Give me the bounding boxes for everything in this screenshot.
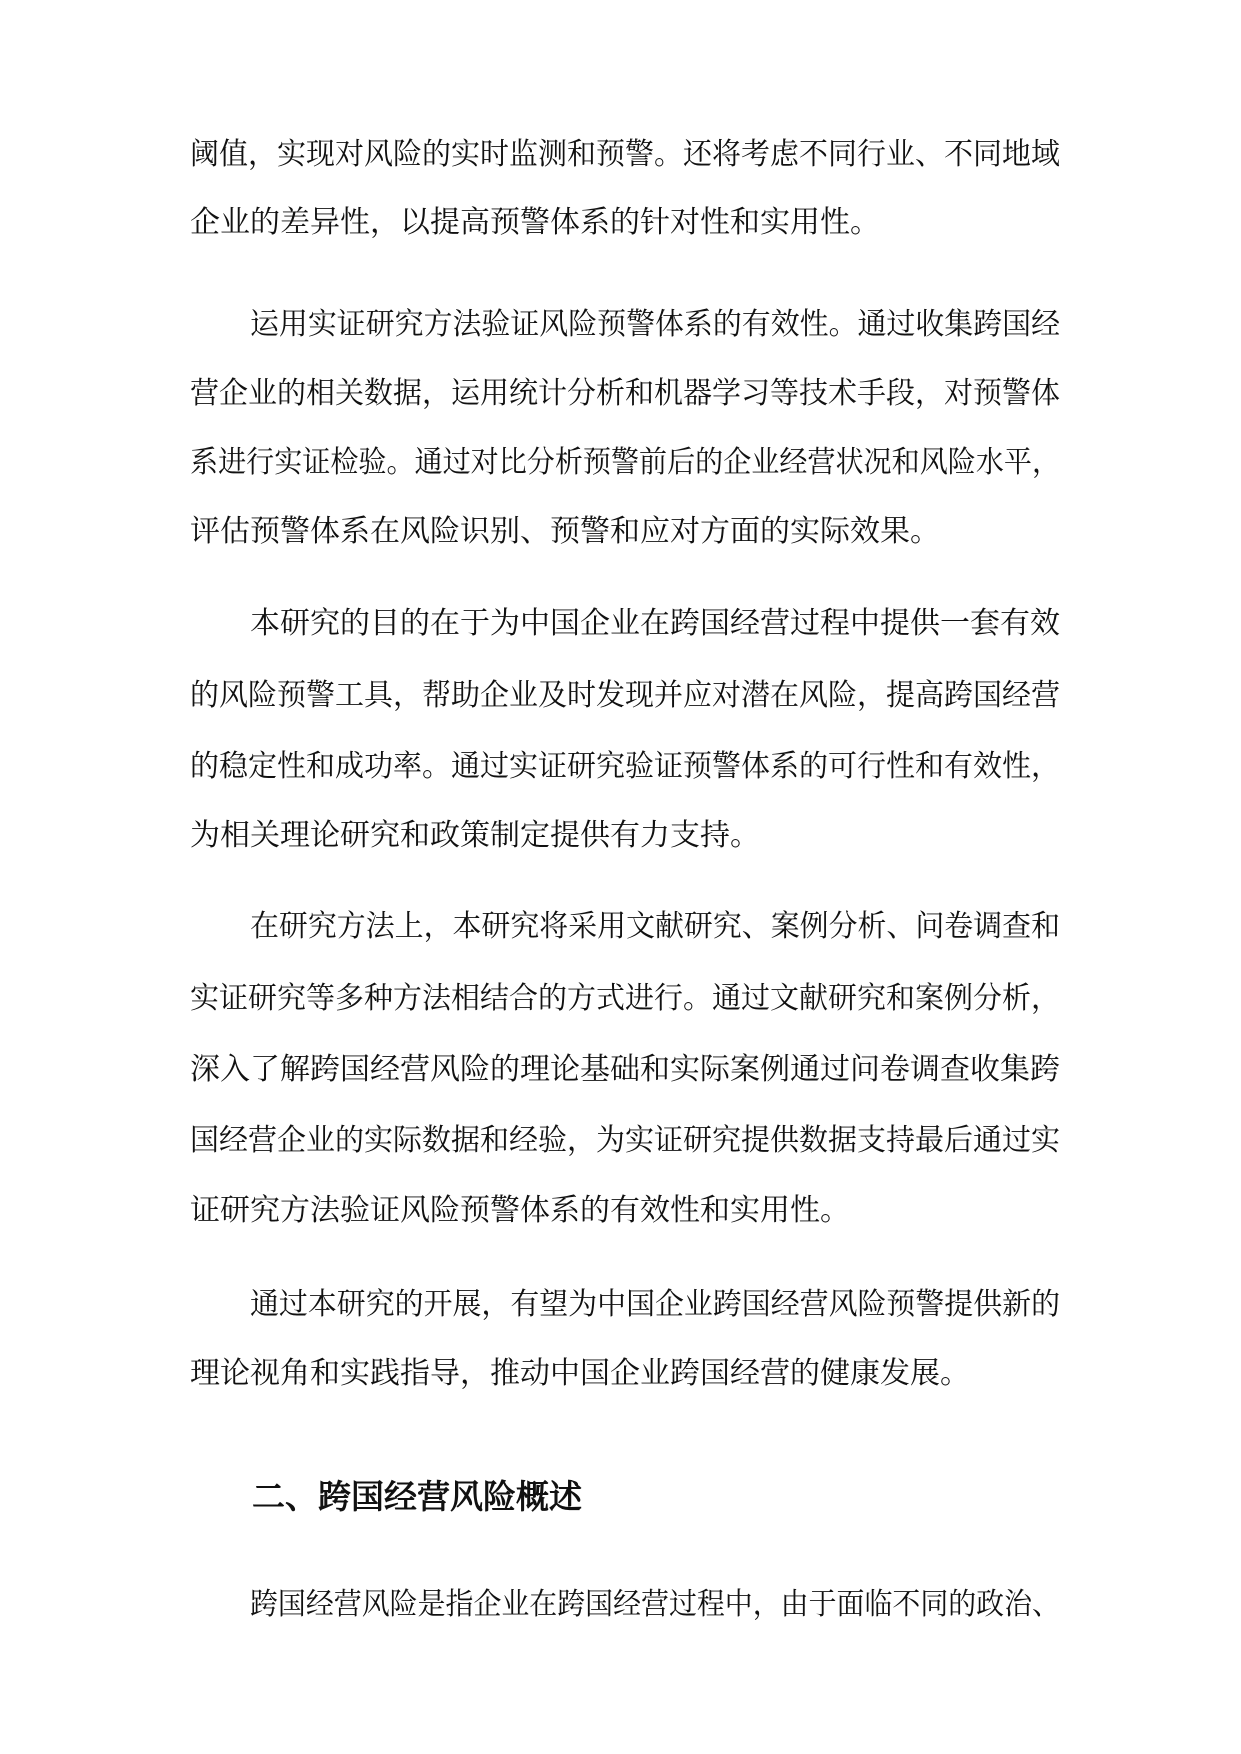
paragraph-4-line-4: 国经营企业的实际数据和经验，为实证研究提供数据支持最后通过实 — [190, 1123, 1061, 1158]
paragraph-3-line-3: 的稳定性和成功率。通过实证研究验证预警体系的可行性和有效性， — [190, 749, 1061, 784]
paragraph-5-line-1: 通过本研究的开展，有望为中国企业跨国经营风险预警提供新的 — [250, 1287, 1061, 1322]
paragraph-2-line-1: 运用实证研究方法验证风险预警体系的有效性。通过收集跨国经 — [250, 307, 1061, 342]
paragraph-2-line-2: 营企业的相关数据，运用统计分析和机器学习等技术手段，对预警体 — [190, 376, 1061, 411]
paragraph-4-line-5: 证研究方法验证风险预警体系的有效性和实用性。 — [190, 1193, 850, 1228]
paragraph-3-line-2: 的风险预警工具，帮助企业及时发现并应对潜在风险，提高跨国经营 — [190, 678, 1061, 713]
paragraph-3-line-1: 本研究的目的在于为中国企业在跨国经营过程中提供一套有效 — [250, 606, 1060, 641]
paragraph-1-line-1: 阈值，实现对风险的实时监测和预警。还将考虑不同行业、不同地域 — [190, 137, 1061, 172]
section-paragraph-line-1: 跨国经营风险是指企业在跨国经营过程中，由于面临不同的政治、 — [250, 1587, 1060, 1622]
paragraph-4-line-1: 在研究方法上，本研究将采用文献研究、案例分析、问卷调查和 — [250, 909, 1061, 944]
section-heading: 二、跨国经营风险概述 — [252, 1477, 582, 1516]
paragraph-2-line-3: 系进行实证检验。通过对比分析预警前后的企业经营状况和风险水平， — [190, 445, 1061, 480]
paragraph-4-line-3: 深入了解跨国经营风险的理论基础和实际案例通过问卷调查收集跨 — [190, 1052, 1060, 1087]
paragraph-1-line-2: 企业的差异性，以提高预警体系的针对性和实用性。 — [190, 205, 880, 240]
paragraph-5-line-2: 理论视角和实践指导，推动中国企业跨国经营的健康发展。 — [190, 1356, 970, 1391]
paragraph-4-line-2: 实证研究等多种方法相结合的方式进行。通过文献研究和案例分析， — [190, 981, 1061, 1016]
paragraph-3-line-4: 为相关理论研究和政策制定提供有力支持。 — [190, 818, 760, 853]
paragraph-2-line-4: 评估预警体系在风险识别、预警和应对方面的实际效果。 — [190, 514, 940, 549]
